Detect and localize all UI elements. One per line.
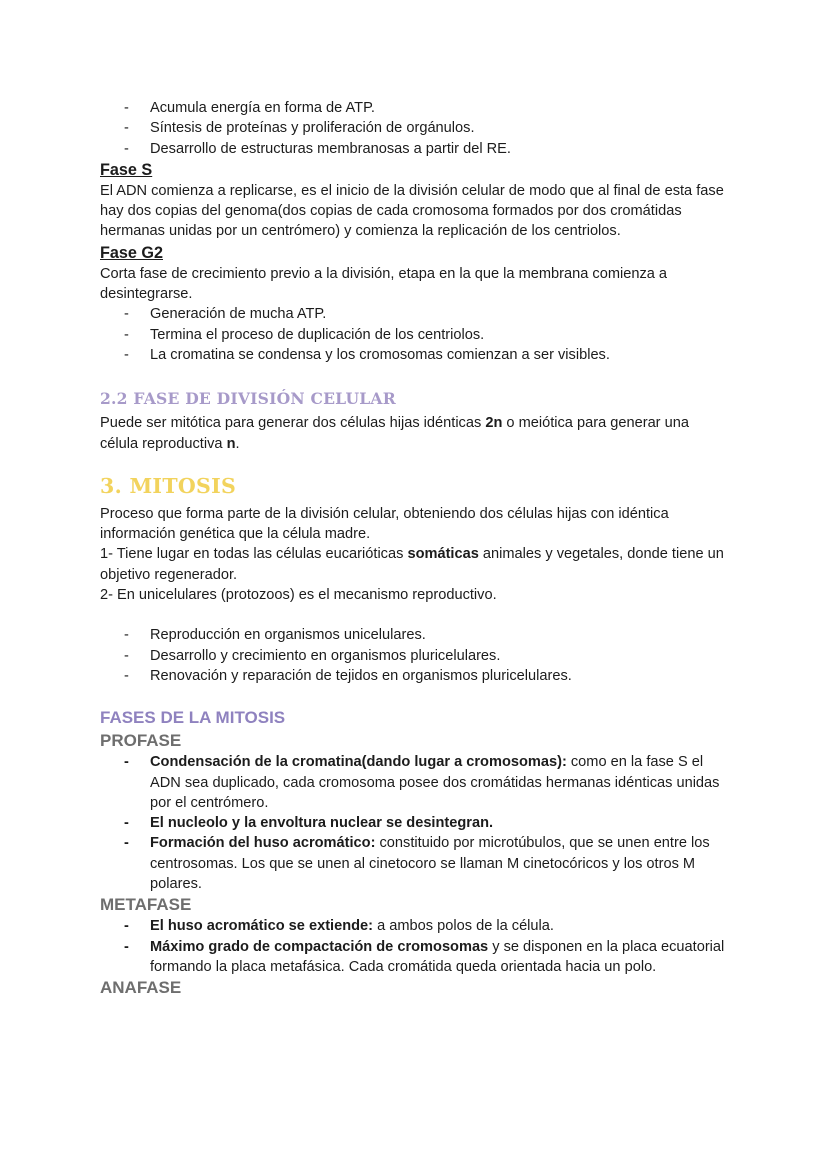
fase-g2-title: Fase G2	[100, 243, 163, 262]
fase-s-text: El ADN comienza a replicarse, es el inicio de la división celular de modo que al final de esta fase hay dos copias del genoma(dos copias de cada cromosoma formados por dos cromátidas hermanas unidas por un centrómero) y comienza la replicación de los centriolos.	[100, 182, 724, 240]
division-heading: 2.2 FASE DE DIVISIÓN CELULAR	[100, 389, 396, 409]
fase-g2-text: Corta fase de crecimiento previo a la división, etapa en la que la membrana comienza a desintegrarse.	[100, 265, 668, 303]
list-item: - Formación del huso acromático: constituido por microtúbulos, que se unen entre los centrosomas. Los que se unen al cinetocoro se llaman M cinetocóricos y los otros M polares.	[124, 835, 710, 893]
list-item: - Acumula energía en forma de ATP.	[124, 100, 375, 116]
list-item: - Desarrollo de estructuras membranosas a partir del RE.	[124, 140, 511, 157]
fase-s-title: Fase S	[100, 160, 153, 179]
list-item: - Síntesis de proteínas y proliferación de orgánulos.	[124, 120, 475, 137]
fases-heading: FASES DE LA MITOSIS	[100, 708, 286, 728]
division-text: Puede ser mitótica para generar dos células hijas idénticas 2n o meiótica para generar una célula reproductiva n.	[100, 415, 689, 452]
list-item: - La cromatina se condensa y los cromosomas comienzan a ser visibles.	[124, 346, 610, 363]
document-page	[100, 98, 730, 999]
mitosis-point-2: 2- En unicelulares (protozoos) es el mecanismo reproductivo.	[100, 587, 497, 604]
profase-list	[100, 752, 730, 894]
list-item: - Desarrollo y crecimiento en organismos pluricelulares.	[124, 647, 501, 664]
list-item: - Termina el proceso de duplicación de los centriolos.	[124, 326, 485, 343]
metafase-heading: METAFASE	[100, 895, 192, 915]
mitosis-heading: 3. MITOSIS	[100, 473, 237, 498]
list-item: - El huso acromático se extiende: a ambos polos de la célula.	[124, 918, 554, 935]
list-item: - Reproducción en organismos unicelulares.	[124, 627, 426, 644]
list-item: - Condensación de la cromatina(dando lugar a cromosomas): como en la fase S el ADN sea duplicado, cada cromosoma posee dos cromátidas hermanas idénticas unidas por el centrómero.	[124, 754, 720, 811]
list-item: - El nucleolo y la envoltura nuclear se desintegran.	[124, 815, 494, 832]
metafase-list	[100, 916, 730, 977]
g2-list	[100, 304, 730, 365]
list-item: - Máximo grado de compactación de cromosomas y se disponen en la placa ecuatorial formando la placa metafásica. Cada cromátida queda orientada hacia un polo.	[124, 938, 725, 975]
g1-list	[100, 98, 730, 159]
profase-heading: PROFASE	[100, 731, 182, 751]
mitosis-list	[100, 625, 730, 686]
mitosis-intro: Proceso que forma parte de la división celular, obteniendo dos células hijas con idéntica información genética que la célula madre.	[100, 505, 669, 543]
list-item: - Renovación y reparación de tejidos en organismos pluricelulares.	[124, 667, 572, 684]
anafase-heading: ANAFASE	[100, 978, 182, 998]
list-item: - Generación de mucha ATP.	[124, 306, 327, 323]
mitosis-point-1: 1- Tiene lugar en todas las células eucarióticas somáticas animales y vegetales, donde tiene un objetivo regenerador.	[100, 546, 724, 583]
